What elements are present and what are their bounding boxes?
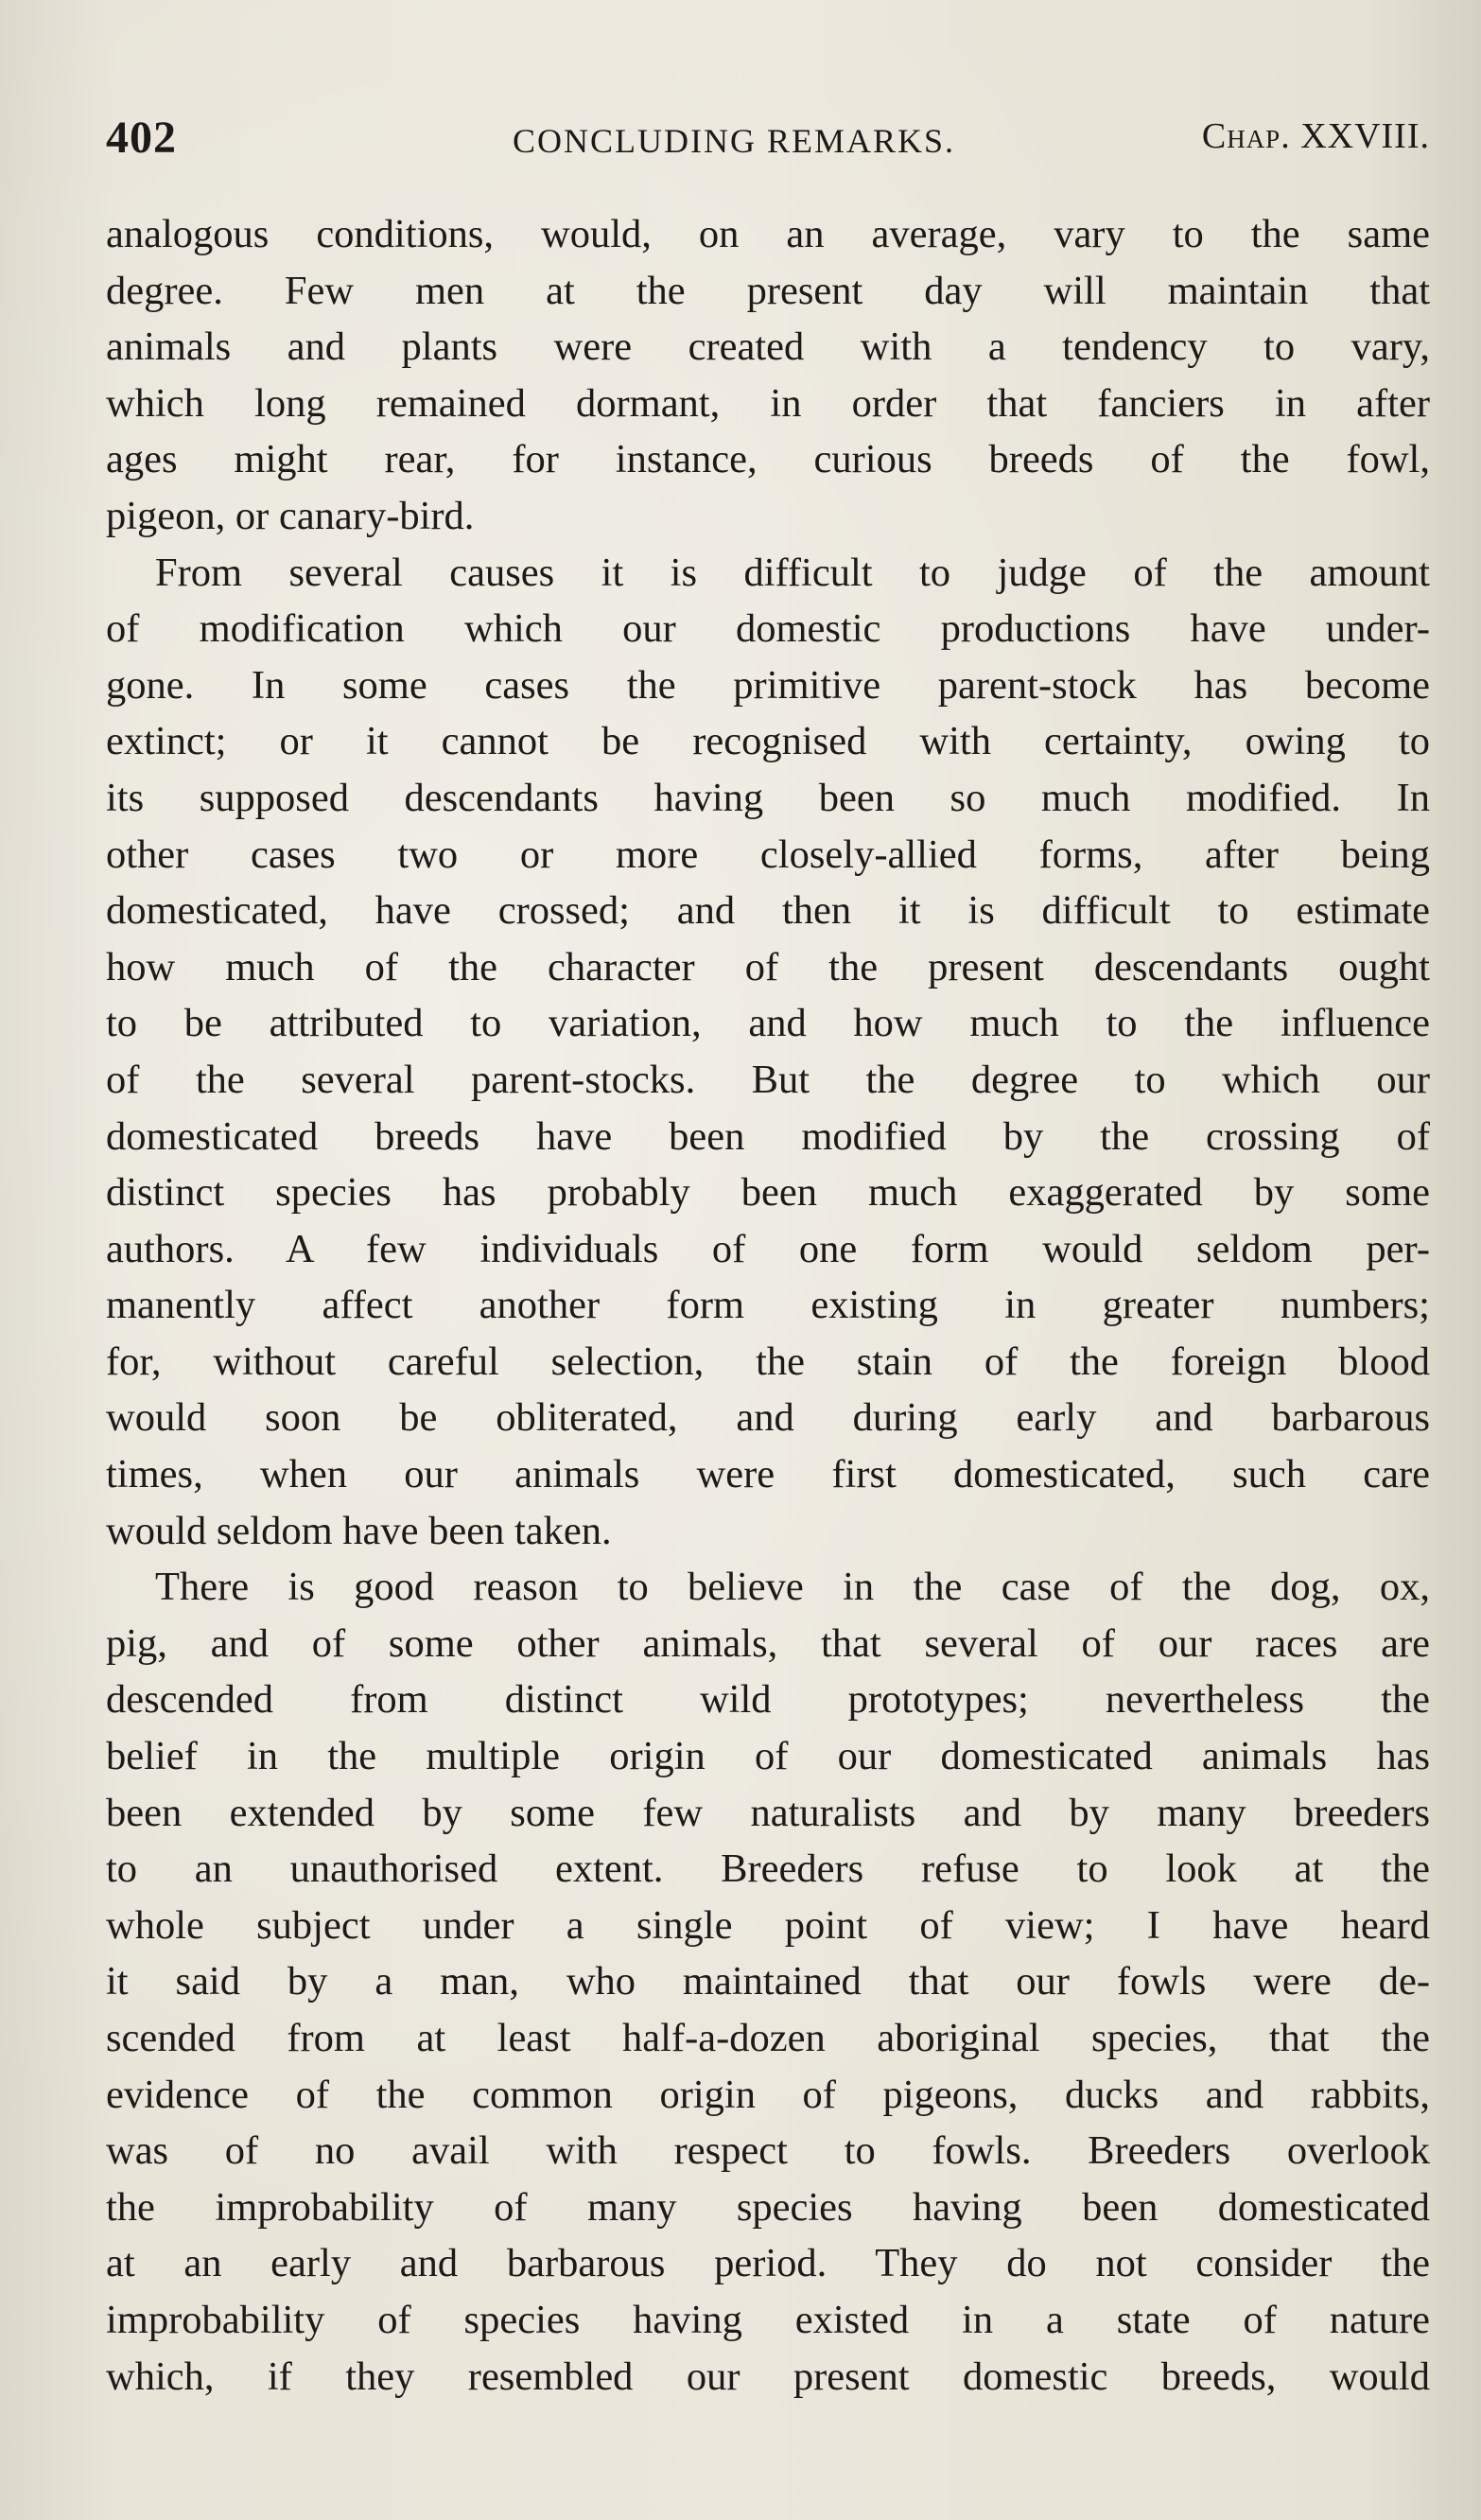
text-line: pig, and of some other animals, that several of our races are: [106, 1620, 1430, 1666]
page-number: 402: [106, 113, 177, 163]
text-line: pigeon, or canary-bird.: [106, 493, 475, 538]
text-line: would seldom have been taken.: [106, 1508, 612, 1553]
text-line: domesticated breeds have been modified by the crossing of: [106, 1113, 1430, 1159]
chapter-label: Chap. XXVIII.: [1201, 116, 1430, 156]
text-line: domesticated, have crossed; and then it is difficult to estimate: [106, 888, 1430, 934]
text-line: it said by a man, who maintained that our fowls were de-: [106, 1959, 1430, 2004]
text-line: From several causes it is difficult to judge of the amount: [155, 550, 1430, 595]
text-line: to an unauthorised extent. Breeders refuse to look at the: [106, 1846, 1430, 1892]
text-line: whole subject under a single point of view; I have heard: [106, 1902, 1430, 1948]
text-line: times, when our animals were first domesticated, such care: [106, 1452, 1430, 1497]
text-line: for, without careful selection, the stain of the foreign blood: [106, 1339, 1430, 1384]
text-line: ages might rear, for instance, curious breeds of the fowl,: [106, 437, 1430, 482]
paragraph: [106, 545, 1430, 1560]
text-line: of the several parent-stocks. But the degree to which our: [106, 1057, 1430, 1102]
text-line: analogous conditions, would, on an average, vary to the same: [106, 212, 1430, 256]
text-line: manently affect another form existing in greater numbers;: [106, 1283, 1430, 1328]
text-line: extinct; or it cannot be recognised with certainty, owing to: [106, 719, 1430, 764]
text-line: its supposed descendants having been so much modified. In: [106, 775, 1430, 820]
text-line: of modification which our domestic productions have under-: [106, 606, 1430, 652]
text-line: to be attributed to variation, and how much to the influence: [106, 1001, 1430, 1046]
text-line: other cases two or more closely-allied forms, after being: [106, 831, 1430, 877]
text-line: There is good reason to believe in the case of the dog, ox,: [155, 1565, 1430, 1610]
text-line: improbability of species having existed in a state of nature: [106, 2297, 1430, 2342]
text-line: descended from distinct wild prototypes; nevertheless the: [106, 1677, 1430, 1723]
text-line: the improbability of many species having been domesticated: [106, 2184, 1430, 2230]
text-line: gone. In some cases the primitive parent-stock has become: [106, 662, 1430, 708]
paragraph: [106, 1559, 1430, 2405]
text-line: evidence of the common origin of pigeons, ducks and rabbits,: [106, 2072, 1430, 2117]
text-line: animals and plants were created with a tendency to vary,: [106, 324, 1430, 370]
text-line: scended from at least half-a-dozen aboriginal species, that the: [106, 2016, 1430, 2060]
text-line: authors. A few individuals of one form would seldom per-: [106, 1226, 1430, 1271]
page-header: [106, 112, 1430, 168]
running-title: CONCLUDING REMARKS.: [513, 122, 956, 160]
paragraph: [106, 206, 1430, 545]
text-line: distinct species has probably been much exaggerated by some: [106, 1170, 1430, 1216]
text-line: would soon be obliterated, and during early and barbarous: [106, 1395, 1430, 1441]
text-line: belief in the multiple origin of our domesticated animals has: [106, 1734, 1430, 1779]
body-text: [106, 206, 1430, 2405]
text-line: been extended by some few naturalists and by many breeders: [106, 1790, 1430, 1835]
text-line: which, if they resembled our present domestic breeds, would: [106, 2354, 1430, 2399]
text-line: degree. Few men at the present day will maintain that: [106, 268, 1430, 313]
text-line: at an early and barbarous period. They do not consider the: [106, 2241, 1430, 2286]
text-line: how much of the character of the present descendants ought: [106, 944, 1430, 989]
text-line: which long remained dormant, in order that fanciers in after: [106, 380, 1430, 426]
text-line: was of no avail with respect to fowls. Breeders overlook: [106, 2128, 1430, 2174]
